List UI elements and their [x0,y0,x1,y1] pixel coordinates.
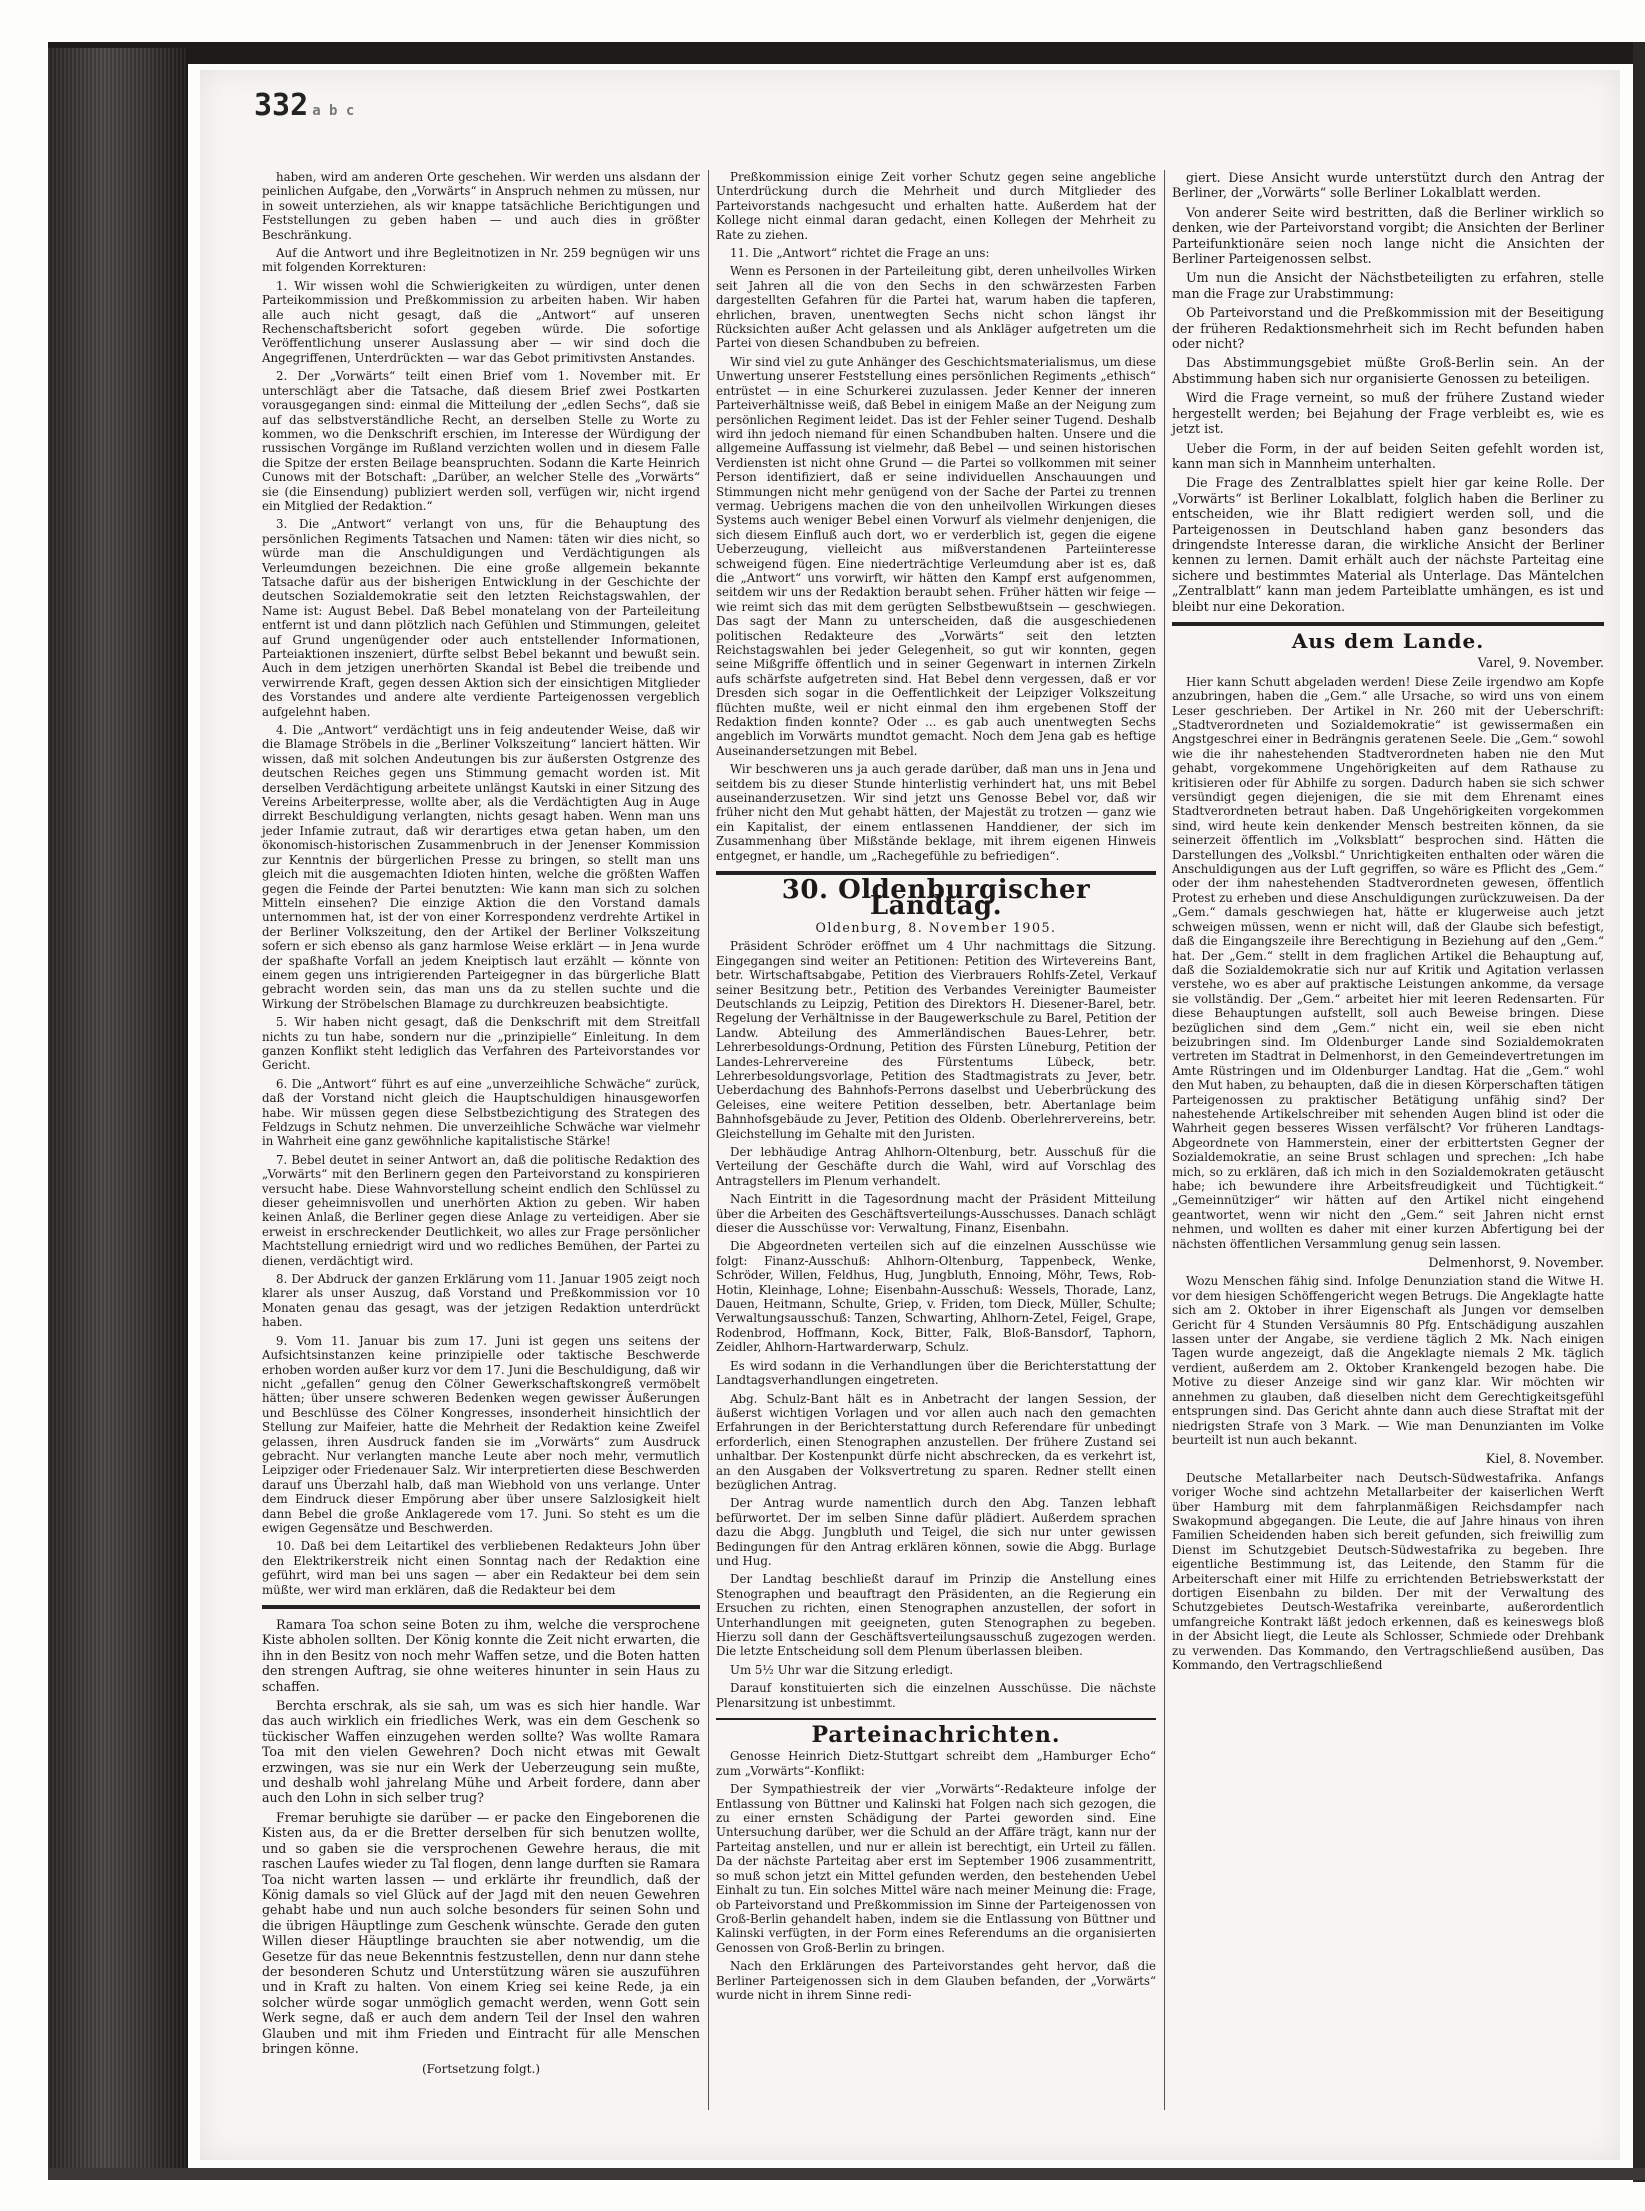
paragraph: Fremar beruhigte sie darüber — er packe den Eingeborenen die Kisten aus, da er die Bretter derselben für sich benutzen wollte, und so gaben sie die versprochenen Gewehre heraus, die mit raschen Laufes wieder zu Tal flogen, denn lange durften sie Ramara Toa nicht warten lassen — und erklärte ihr freundlich, daß der König damals so viel Glück auf der Jagd mit den neuen Gewehren gehabt habe und nun auch solche besonders für seinen Sohn und die übrigen Häuptlinge zum Geschenk wünschte. Gerade den guten Willen dieser Häuptlinge brauchten sie aber notwendig, um die Gesetze für das neue Bekenntnis festzustellen, denn nur dann stehe der besonderen Schutz und Unterstützung wären sie auszuführen und in Kraft zu halten. Von einem Krieg sei keine Rede, ja ein solcher würde sogar unmöglich gemacht werden, wenn Gott sein Werk segne, daß er auch dem andern Teil der Insel den wahren Glauben und mit ihm Frieden und Eintracht für alle Menschen bringen könne. [262,1809,700,2056]
statement-continuation [716,170,1156,863]
paragraph: Ob Parteivorstand und die Preßkommission mit der Beseitigung der früheren Redaktionsmehrheit sich im Recht befunden haben oder nicht? [1172,305,1604,352]
newspaper-page [200,70,1620,2160]
paragraph: 9. Vom 11. Januar bis zum 17. Juni ist gegen uns seitens der Aufsichtsinstanzen keine prinzipielle oder taktische Beschwerde erhoben worden außer kurz vor dem 17. Juni die Beschuldigung, daß wir nicht „gefallen“ genug den Cölner Gewerkschaftskongreß vermöbelt hätten; über unsere schweren Bedenken wegen gewisser Äußerungen und Beschlüsse des Cölner Kongresses, insonderheit hinsichtlich der Stellung zur Maifeier, hatte die Mehrheit der Redaktion keine Zweifel gelassen, ihren Ausdruck fanden sie im „Vorwärts“ zum Ausdruck gebracht. Nur verlangten manche Leute aber noch mehr, vermutlich Leipziger oder Friedenauer Salz. Wir interpretierten diese Beschwerden darauf uns Überzahl halb, daß man Wiebhold von uns verlange. Unter dem Eindruck dieser Empörung aber über unsere Salzlosigkeit hielt dann Bebel die große Anklagerede vom 17. Juni. So steht es um die ewigen Gegensätze und Beschwerden. [262,1333,700,1535]
paragraph: Hier kann Schutt abgeladen werden! Diese Zeile irgendwo am Kopfe anzubringen, haben die „Gem.“ alle Ursache, so wird uns von einem Leser geschrieben. Der Artikel in Nr. 260 mit der Ueberschrift: „Stadtverordneten und Sozialdemokratie“ ist gewissermaßen ein Angstgeschrei einer in Bedrängnis geratenen Seele. Die „Gem.“ sowohl wie die ihr nahestehenden Stadtverordneten haben nie den Mut gehabt, vorgekommene Ungehörigkeiten auf dem Rathause zu kritisieren oder für Abhilfe zu sorgen. Dadurch haben sie sich schwer versündigt gegen diejenigen, die sie mit dem Ehrenamt eines Stadtverordneten betraut haben. Daß Ungehörigkeiten vorgekommen sind, wird heute kein denkender Mensch bestreiten können, da sie seinerzeit öffentlich im „Volksblatt“ besprochen sind. Hätten die Darstellungen des „Volksbl.“ Unrichtigkeiten enthalten oder wären die Anschuldigungen aus der Luft gegriffen, so wäre es Pflicht des „Gem.“ oder der ihm nahestehenden Stadtverordneten gewesen, öffentlich Protest zu erheben und diese Anschuldigungen zurückzuweisen. Da der „Gem.“ damals geschwiegen hat, hätte er klugerweise auch jetzt schweigen müssen, wenn er nicht will, daß der Glaube sich befestigt, daß die Eingangszeile ihre Berechtigung in Beziehung auf den „Gem.“ hat. Der „Gem.“ stellt in dem fraglichen Artikel die Behauptung auf, daß die Sozialdemokratie sich nur auf Kritik und Agitation verlassen verstehe, wo es aber auf praktische Leistungen ankomme, da versage sie vollständig. Der „Gem.“ arbeitet hier mit leeren Redensarten. Für diese Behauptungen aufstellt, soll auch Beweise bringen. Diese bezüglichen sind dem „Gem.“ nicht ein, weil sie eben nicht beizubringen sind. Im Oldenburger Lande sind Sozialdemokraten vertreten im Stadtrat in Delmenhorst, in den Gemeindevertretungen im Amte Rüstringen und im Oldenburger Landtag. Hat die „Gem.“ wohl den Mut haben, zu behaupten, daß die in diesen Körperschaften tätigen Parteigenossen zu praktischer Betätigung unfähig sind? Der nahestehende Artikelschreiber mit sehenden Augen blind ist oder die Wahrheit gegen besseres Wissen verfälscht? Vor früheren Landtags-Abgeordnete von Hammerstein, einer der erbittertsten Gegner der Sozialdemokratie, an seine Brust schlagen und sprechen: „Ich habe mich, so zu erklären, daß ich mich in den Sozialdemokraten getäuscht habe; ich bewundere ihre Arbeitsfreudigkeit und Tüchtigkeit.“ „Gemeinnütziger“ wir hätten auf den Artikel nicht eingehend geantwortet, wenn wir nicht den „Gem.“ seit Jahren nicht ernst nehmen, und wollten es daher mit einer kurzen Abfertigung bei der nächsten öffentlichen Versammlung genug sein lassen. [1172,674,1604,1251]
page-number: 332 a b c [254,88,355,123]
column-1 [262,170,700,2078]
paragraph: 11. Die „Antwort“ richtet die Frage an uns: [730,246,990,261]
paragraph: 1. Wir wissen wohl die Schwierigkeiten zu würdigen, unter denen Parteikommission und Preßkommission zu arbeiten haben. Wir haben alle auch nicht gesagt, daß die „Antwort“ auf unseren Rechenschaftsbericht sofort gegeben würde. Die sofortige Veröffentlichung unserer Auslassung aber — wir sind doch die Angegriffenen, Unterdrückten — war das Gebot primitivsten Anstandes. [262,278,700,365]
scan-right-border [1633,42,1645,2182]
statement-paragraphs [262,170,700,1597]
place-dateline: Varel, 9. November. [1477,655,1604,671]
paragraph: 3. Die „Antwort“ verlangt von uns, für die Behauptung des persönlichen Regiments Tatsachen und Namen: täten wir dies nicht, so würde man die Anschuldigungen und Verdächtigungen als Verleumdungen bezeichnen. Die eine große allgemein bekannte Tatsache dafür aus der bisherigen Entwicklung in der Geschichte der deutschen Sozialdemokratie seit den letzten Reichstagswahlen, der Name ist: August Bebel. Daß Bebel monatelang von der Parteileitung entfernt ist und dann plötzlich nach Gefühlen und Stimmungen, geleitet auf Grund ungenügender oder auch entstellender Informationen, Parteiaktionen inszeniert, dürfte selbst Bebel bekannt und bewußt sein. Auch in dem jetzigen unerhörten Skandal ist Bebel die treibende und verwirrende Kraft, gegen dessen Aktion sich der einsichtigen Mitglieder des Vorstandes und andere alte verdiente Parteigenossen vergeblich aufgelehnt haben. [262,517,700,719]
paragraph: 4. Die „Antwort“ verdächtigt uns in feig andeutender Weise, daß wir die Blamage Ströbels in die „Berliner Volkszeitung“ lanciert hätten. Wir wissen, daß mit solchen Andeutungen bis zur äußersten Ostgrenze des deutschen Reiches gegen uns Stimmung gemacht worden ist. Mit derselben Verdächtigung arbeitete unlängst Kautski in einer Sitzung des Vereins Arbeiterpresse, wollte aber, als die Verdächtigten Aug in Auge dirrekt Beschuldigung verlangten, nichts gesagt haben. Wenn man uns jeder Infamie zutraut, daß wir derartiges etwa getan haben, um den ökonomisch-historischen Zusammenbruch in der Jenenser Kommission zur Kenntnis der bürgerlichen Presse zu bringen, so stellt man uns gleich mit die ausgemachten Idioten hinten, welche die größten Waffen gegen die Feinde der Partei benutzten: Wie kann man sich zu solchen Mitteln einsehen? Die einzige Aktion die den Vorstand damals unternommen hat, ist der von einer Korrespondenz verdrehte Artikel in der Berliner Volkszeitung, den der Artikel der Berliner Volkszeitung sofern er sich ebenso als ganz harmlose Weise erklärt — in Jena wurde der spaßhafte Vorfall an jedem Kneiptisch laut erzählt — könnte von einem gegen uns intrigierenden Parteigegner in das bürgerliche Blatt gebracht worden sein, das man uns da zu stellen suchte und die Wirkung der Ströbelschen Blamage zu durchkreuzen beabsichtigte. [262,723,700,1011]
paragraph: Der lebhäudige Antrag Ahlhorn-Oltenburg, betr. Ausschuß für die Verteilung der Geschäfte durch die Wahl, wird auf Vorschlag des Antragstellers im Plenum verhandelt. [716,1145,1156,1188]
paragraph: Wozu Menschen fähig sind. Infolge Denunziation stand die Witwe H. vor dem hiesigen Schöffengericht wegen Betrugs. Die Angeklagte hatte sich am 2. Oktober in ihrer Eigenschaft als Jungen vor demselben Gericht für 4 Stunden Versäumnis 80 Pfg. Entschädigung auszahlen lassen unter der Angabe, sie verdiene täglich 2 Mk. Nach einigen Tagen wurde angezeigt, daß die Angeklagte niemals 2 Mk. täglich verdient, außerdem am 2. Oktober Krankengeld bezogen habe. Die Motive zu dieser Anzeige sind wir ganz klar. Wir möchten wir annehmen zu glauben, daß dieselben nicht dem Gerechtigkeitsgefühl entsprungen sind. Das Gericht ahnte dann auch diese Straftat mit der niedrigsten Strafe von 3 Mark. — Wie man Denunzianten im Volke beurteilt ist nun auch bekannt. [1172,1274,1604,1447]
paragraph: Um 5½ Uhr war die Sitzung erledigt. [730,1662,954,1677]
partei-heading: Parteinachrichten. [811,1722,1061,1749]
place-dateline: Kiel, 8. November. [1485,1451,1604,1467]
paragraph: giert. Diese Ansicht wurde unterstützt durch den Antrag der Berliner, der „Vorwärts“ solle Berliner Lokalblatt werden. [1172,170,1604,201]
paragraph: haben, wird am anderen Orte geschehen. Wir werden uns alsdann der peinlichen Aufgabe, den „Vorwärts“ in Anspruch nehmen zu müssen, nur in soweit unterziehen, als wir knappe tatsächliche Berichtigungen und Feststellungen zu geben haben — und auch dies in größter Beschränkung. [262,170,700,242]
paragraph: Auf die Antwort und ihre Begleitnotizen in Nr. 259 begnügen wir uns mit folgenden Korrekturen: [262,246,700,275]
paragraph: Von anderer Seite wird bestritten, daß die Berliner wirklich so denken, wie der Parteivorstand vorgibt; die Ansichten der Berliner Parteifunktionäre seien noch lange nicht die Ansichten der Berliner Parteigenossen selbst. [1172,204,1604,267]
section-divider [716,1718,1156,1720]
paragraph: 5. Wir haben nicht gesagt, daß die Denkschrift mit dem Streitfall nichts zu tun habe, sondern nur die „prinzipielle“ Einleitung. In dem ganzen Konflikt steht lediglich das Verfahren des Parteivorstandes vor Gericht. [262,1015,700,1073]
paragraph: Die Frage des Zentralblattes spielt hier gar keine Rolle. Der „Vorwärts“ ist Berliner Lokalblatt, folglich haben die Berliner zu entscheiden, wie ihr Blatt redigiert werden soll, und die Parteigenossen in Deutschland haben ganz besonders das dringendste Interesse daran, die wirkliche Ansicht der Berliner kennen zu lernen. Damit erhält auch der nächste Parteitag eine sichere und bestimmtes Material als Unterlage. Das Mäntelchen „Zentralblatt“ kann man jedem Parteiblatte umhängen, es ist und bleibt nur eine Dekoration. [1172,475,1604,614]
lande-varel [1172,675,1604,1251]
paragraph: Berchta erschrak, als sie sah, um was es sich hier handle. War das auch wirklich ein friedliches Werk, was ein dem Geschenk so tückischer Waffen einzugehen werden sollte? Was wollte Ramara Toa mit den vielen Gewehren? Doch nicht etwas mit Gewalt erzwingen, was sie nur ein Werk der Ueberzeugung sein mußte, und deshalb wohl jahrelang Mühe und Arbeit fordere, dann aber auch den Lohn in sich selber trug? [262,1698,700,1806]
book-spine-edge [48,48,188,2178]
paragraph: Um nun die Ansicht der Nächstbeteiligten zu erfahren, stelle man die Frage zur Urabstimmung: [1172,270,1604,301]
scan-bottom-border [48,2168,1645,2180]
landtag-dateline: Oldenburg, 8. November 1905. [815,919,1057,935]
paragraph: Ueber die Form, in der auf beiden Seiten gefehlt worden ist, kann man sich in Mannheim unterhalten. [1172,440,1604,471]
landtag-heading: 30. Oldenburgischer Landtag. [781,875,1091,921]
paragraph: Präsident Schröder eröffnet um 4 Uhr nachmittags die Sitzung. Eingegangen sind weiter an Petitionen: Petition des Wirtevereins Bant, betr. Wirtschaftsabgabe, Petition des Vierbrauers Rohlfs-Zetel, Verkauf seiner Besitzung betr., Petition des Verbandes Vereinigter Baumeister Deutschlands zu Leipzig, Petition des Direktors H. Diesener-Barel, betr. Regelung der Verhältnisse in der Baugewerkschule zu Barel, Petition der Landw. Abteilung des Ammerländischen Baues-Lehrer, betr. Lehrerbesoldungs-Ordnung, Petition des Fürsten Lüneburg, Petition der Landes-Lehrervereine des Fürstentums Lübeck, betr. Lehrerbesoldungsvorlage, Petition des Stadtmagistrats zu Jever, betr. Ueberdachung des Bahnhofs-Perrons daselbst und Ueberbrückung des Geleises, eine weitere Petition desselben, betr. Abertanlage beim Bahnhofsgebäude zu Jever, Petition des Oldenb. Oberlehrervereins, betr. Gleichstellung im Gehalte mit den Juristen. [716,939,1156,1141]
place-dateline: Delmenhorst, 9. November. [1428,1255,1604,1271]
page-stamp: a b c [312,103,355,119]
paragraph: Abg. Schulz-Bant hält es in Anbetracht der langen Session, der äußerst wichtigen Vorlagen und vor allen auch nach den gemachten Erfahrungen in der Berichterstattung durch Referendare für unbedingt erforderlich, einen Stenographen anzustellen. Der frühere Zustand sei unhaltbar. Der Kostenpunkt dürfe nicht abschrecken, da es verkehrt ist, an den Ausgaben der Volksvertretung zu sparen. Redner stellt einen bezüglichen Antrag. [716,1391,1156,1492]
section-divider [262,1605,700,1609]
scan-top-border [48,42,1645,64]
paragraph: Wird die Frage verneint, so muß der frühere Zustand wieder hergestellt werden; bei Bejahung der Frage verbleibt es, wie es jetzt ist. [1172,390,1604,437]
paragraph: 7. Bebel deutet in seiner Antwort an, daß die politische Redaktion des „Vorwärts“ mit den Berlinern gegen den Parteivorstand zu konspirieren versucht habe. Diese Wahnvorstellung scheint endlich den Schlüssel zu dieser geheimnisvollen und unerhörten Aktion zu geben. Wir haben keinen Anlaß, die Berliner gegen diese Anlage zu verteidigen. Aber sie erweist in erschreckender Deutlichkeit, wo alles zur Frage persönlicher Machtstellung erniedrigt wird und wo redliches Bemühen, der Partei zu dienen, verdächtigt wird. [262,1152,700,1268]
lande-kiel [1172,1471,1604,1673]
lande-heading: Aus dem Lande. [1291,628,1485,653]
paragraph: Das Abstimmungsgebiet müßte Groß-Berlin sein. An der Abstimmung haben sich nur organisierte Genossen zu beteiligen. [1172,355,1604,386]
paragraph: Nach Eintritt in die Tagesordnung macht der Präsident Mitteilung über die Arbeiten des Geschäftsverteilungs-Ausschusses. Danach schlägt dieser die Ausschüsse vor: Verwaltung, Finanz, Eisenbahn. [716,1192,1156,1236]
paragraph: Wir beschweren uns ja auch gerade darüber, daß man uns in Jena und seitdem bis zu dieser Stunde hinterlistig verhindert hat, uns mit Bebel auseinanderzusetzen. Wir sind jetzt uns Genosse Bebel vor, daß wir früher nicht den Mut gehabt hätten, der Majestät zu trotzen — ganz wie ein Kapitalist, der einem entlassenen Handdiener, der sich im Zusammenhang über Mißstände beklage, mit ihrem eigenen Hinweis entgegnet, er handle, um „Rachegefühle zu befriedigen“. [716,762,1156,863]
column-3 [1172,170,1604,1676]
paragraph: Der Antrag wurde namentlich durch den Abg. Tanzen lebhaft befürwortet. Der im selben Sinne dafür plädiert. Außerdem sprachen dazu die Abgg. Jungbluth und Teigel, die sich nur unter gewissen Bedingungen für den Antrag erklären können, sowie die Abgg. Burlage und Hug. [716,1496,1156,1568]
column-rule-1 [708,170,709,2110]
section-divider [1172,622,1604,626]
landtag-report [716,939,1156,1710]
paragraph: 8. Der Abdruck der ganzen Erklärung vom 11. Januar 1905 zeigt noch klarer als unser Auszug, daß Vorstand und Preßkommission vor 10 Monaten genau das gesagt, was der jetzigen Redaktion unterdrückt haben. [262,1272,700,1330]
paragraph: Der Landtag beschließt darauf im Prinzip die Anstellung eines Stenographen und beauftragt den Präsidenten, an die Regierung ein Ersuchen zu richten, einen Stenographen anzustellen, der sofort in Unterhandlungen mit geeigneten, guten Stenographen zu begeben. Hierzu soll dann der Geschäftsverteilungsausschuß zugezogen werden. Die letzte Entscheidung soll dem Plenum überlassen bleiben. [716,1572,1156,1659]
lande-delmenhorst [1172,1274,1604,1447]
column-rule-2 [1164,170,1165,2110]
partei-news [716,1749,1156,2002]
paragraph: Preßkommission einige Zeit vorher Schutz gegen seine angebliche Unterdrückung durch die Mehrheit und durch Mitglieder des Parteivorstands nachgesucht und erhalten hatte. Außerdem hat der Kollege nicht einmal daran gedacht, einen Kollegen der Mehrheit zu Rate zu ziehen. [716,170,1156,242]
paragraph: 6. Die „Antwort“ führt es auf eine „unverzeihliche Schwäche“ zurück, daß der Vorstand nicht gleich die Hauptschuldigen hinausgeworfen habe. Wir müssen gegen diese Selbstbezichtigung des Strategen des Feldzugs in Schutz nehmen. Die unverzeihliche Schwäche war vielmehr in Wahrheit eine ganz gewöhnliche kapitalistische Stärke! [262,1076,700,1149]
serial-continuation-note: (Fortsetzung folgt.) [422,2062,540,2077]
paragraph: Der Sympathiestreik der vier „Vorwärts“-Redakteure infolge der Entlassung von Büttner und Kalinski hat Folgen nach sich gezogen, die zu einer ernsten Schädigung der Partei geworden sind. Eine Untersuchung darüber, wer die Schuld an der Affäre trägt, kann nur der Parteitag anstellen, und nur er allein ist berechtigt, ein Urteil zu fällen. Da der nächste Parteitag aber erst im September 1906 zusammentritt, so muß schon jetzt ein Mittel gefunden werden, den bestehenden Uebel Einhalt zu tun. Ein solches Mittel wäre nach meiner Meinung die: Frage, ob Parteivorstand und Preßkommission im Sinne der Parteigenossen von Groß-Berlin gehandelt haben, indem sie die Entlassung von Büttner und Kalinski verfügten, in der Form eines Referendums an die organisierten Genossen von Groß-Berlin zu bringen. [716,1782,1156,1955]
paragraph: Ramara Toa schon seine Boten zu ihm, welche die versprochene Kiste abholen sollten. Der König konnte die Zeit nicht erwarten, die ihn in den Besitz von noch mehr Waffen setze, und die Boten hatten den strengen Auftrag, sie ohne weiteres hinunter in sein Haus zu schaffen. [262,1617,700,1694]
paragraph: Nach den Erklärungen des Parteivorstandes geht hervor, daß die Berliner Parteigenossen sich in dem Glauben befanden, der „Vorwärts“ wurde nicht in ihrem Sinne redi- [716,1959,1156,2002]
paragraph: Deutsche Metallarbeiter nach Deutsch-Südwestafrika. Anfangs voriger Woche sind achtzehn Metallarbeiter der kaiserlichen Werft über Hamburg mit dem fahrplanmäßigen Reichsdampfer nach Swakopmund abgegangen. Die Leute, die auf Jahre hinaus von ihren Familien Scheidenden haben sich bereit gefunden, sich freiwillig zum Dienst im Schutzgebiet Deutsch-Südwestafrika zu begeben. Ihre eigentliche Bestimmung ist, das Leitende, den Stamm für die Arbeiterschaft einer mit Hilfe zu errichtenden Betriebswerkstatt der dortigen Eisenbahn zu bilden. Der mit der Verwaltung des Schutzgebietes Deutsch-Westafrika vereinbarte, außerordentlich umfangreiche Kontrakt läßt jedoch erkennen, daß es keineswegs bloß in der Absicht liegt, die Leute als Schlosser, Schmiede oder Drehbank zu verwenden. Das Kommando, den Vertragschließend ausüben, Das Kommando, den Vertragschließend [1172,1470,1604,1672]
paragraph: 2. Der „Vorwärts“ teilt einen Brief vom 1. November mit. Er unterschlägt aber die Tatsache, daß diesem Brief zwei Postkarten vorausgegangen sind: einmal die Mitteilung der „edlen Sechs“, daß sie auf das selbstverständliche Recht, an derselben Stelle zu Worte zu kommen, wo die Denkschrift erschien, im Interesse der Würdigung der russischen Vorgänge im Rußland verzichten wollen und in diesem Falle die Spitze der ersten Beilage beanspruchten. Sodann die Karte Heinrich Cunows mit der Botschaft: „Darüber, an welcher Stelle des „Vorwärts“ sie (die Einsendung) publiziert werden soll, verfügen wir, nicht irgend ein Mitglied der Redaktion.“ [262,369,700,513]
paragraph: 10. Daß bei dem Leitartikel des verbliebenen Redakteurs John über den Elektrikerstreik nicht einen Sonntag nach der Redaktion eine geführt, wird man bei uns sagen — aber ein Redakteur bei dem sein müßte, wer wird man erklären, daß die Redakteur bei dem [262,1539,700,1597]
serial-story [262,1617,700,2056]
paragraph: Darauf konstituierten sich die einzelnen Ausschüsse. Die nächste Plenarsitzung ist unbestimmt. [716,1681,1156,1710]
paragraph: Genosse Heinrich Dietz-Stuttgart schreibt dem „Hamburger Echo“ zum „Vorwärts“-Konflikt: [716,1749,1156,1778]
paragraph: Es wird sodann in die Verhandlungen über die Berichterstattung der Landtagsverhandlungen eingetreten. [716,1358,1156,1388]
paragraph: Wir sind viel zu gute Anhänger des Geschichtsmaterialismus, um diese Unwertung unserer Feststellung eines persönlichen Regiments „ethisch“ entrüstet — in eine Schurkerei zuzulassen. Jeder Kenner der inneren Parteiverhältnisse weiß, daß Bebel in einigem Maße an der Neigung zum persönlichen Regiment leidet. Das ist der Fehler seiner Tugend. Deshalb wird ihn jedoch niemand für einen Schandbuben halten. Unsere und die allgemeine Auffassung ist vielmehr, daß Bebel — und seinen historischen Verdiensten ist nicht ohne Grund — die Partei so vollkommen mit seiner Person identifiziert, daß er seine individuellen Anschauungen und Stimmungen nicht mehr genügend von der Sache der Partei zu trennen vermag. Uebrigens machen die von den unheilvollen Wirkungen dieses Systems auch weniger Bebel einen Vorwurf als vielmehr denjenigen, die sich diesem Einfluß auch dort, wo er verderblich ist, gegen die eigene Ueberzeugung, vielleicht aus mißverstandenen Parteiinteresse schweigend fügen. Eine niederträchtige Verleumdung aber ist es, daß die „Antwort“ uns vorwirft, wir hätten den Kampf erst aufgenommen, seitdem wir uns der Redaktion beraubt sehen. Früher hätten wir feige — wie reimt sich das mit dem gerügten Selbstbewußtsein — geschwiegen. Das sagt der Mann zu unterscheiden, daß die ausgeschiedenen politischen Redakteure des „Vorwärts“ seit den letzten Reichstagswahlen bei jeder Gelegenheit, so gut wir konnten, gegen seine Mißgriffe öffentlich und in seiner Gegenwart in internen Zirkeln aufs schärfste aufgetreten sind. Hat Bebel denn vergessen, daß er vor Dresden sich sogar in die Oeffentlichkeit der Leipziger Volkszeitung flüchten mußte, weil er nicht einmal den ihm ergebenen Stoff der Redaktion finden konnte? Oder ... es gab auch unentwegten Sechs angeblich im Vorwärts mundtot gemacht. Noch dem Jena gab es heftige Auseinandersetzungen mit Bebel. [716,354,1156,758]
column-2 [716,170,1156,2006]
paragraph: Wenn es Personen in der Parteileitung gibt, deren unheilvolles Wirken seit Jahren all die von den Sechs in den schwärzesten Farben dargestellten Gefahren für die Partei hat, warum haben die tapferen, ehrlichen, braven, unentwegten Sechs nicht schon längst ihr Rücksichten außer Acht gelassen und als Ankläger aufgetreten um die Partei von diesen Schandbuben zu befreien. [716,264,1156,351]
paragraph: Die Abgeordneten verteilen sich auf die einzelnen Ausschüsse wie folgt: Finanz-Ausschuß: Ahlhorn-Oltenburg, Tappenbeck, Wenke, Schröder, Willen, Feldhus, Hug, Jungbluth, Ennoing, Möhr, Tews, Rob-Hotin, Kleinhage, Lohne; Eisenbahn-Ausschuß: Wessels, Thorade, Lanz, Dauen, Heitmann, Schulte, Griep, v. Friden, tom Dieck, Müller, Schulte; Verwaltungsausschuß: Tanzen, Schwarting, Ahlhorn-Zetel, Feigel, Grape, Rodenbrod, Hoffmann, Kock, Bitter, Falk, Bloß-Bansdorf, Taphorn, Zeidler, Ahlhorn-Hartwarderwarp, Schulz. [716,1239,1156,1355]
partei-continuation [1172,170,1604,614]
